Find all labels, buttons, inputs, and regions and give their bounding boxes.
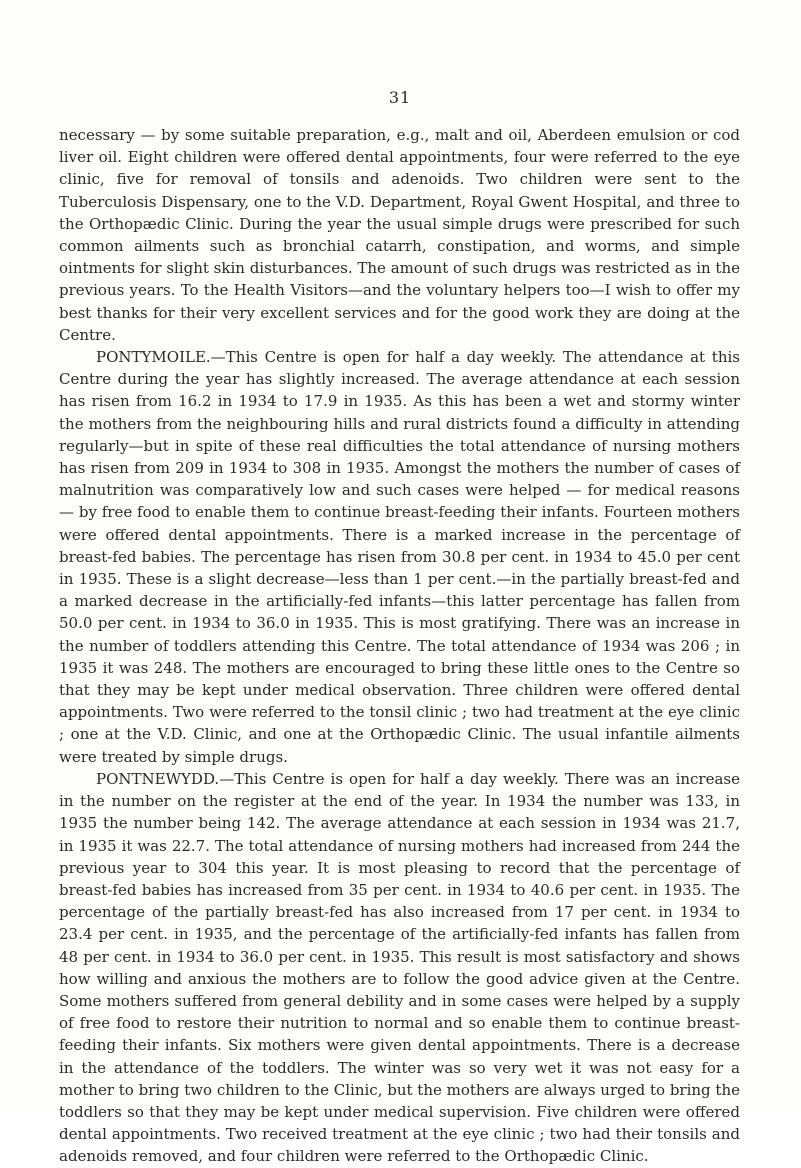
page-number: 31: [388, 88, 412, 107]
paragraph-pontymoile: PONTYMOILE.—This Centre is open for half a day weekly. The attendance at this Centre during the year has slightly increased. The average attendance at each session has risen from 16.2 in 1934 to 17.9 in 1935. As this has been a wet and stormy winter the mothers from the neighbouring hills and rural districts found a difficulty in attending regularly—but in spite of these real difficulties the total attendance of nursing mothers has risen from 209 in 1934 to 308 in 1935. Amongst the mothers the number of cases of malnutrition was comparatively low and such cases were helped — for medical reasons — by free food to enable them to continue breast-feeding their infants. Fourteen mothers were offered dental appointments. There is a marked increase in the percentage of breast-fed babies. The percentage has risen from 30.8 per cent. in 1934 to 45.0 per cent in 1935. These is a slight decrease—less than 1 per cent.—in the partially breast-fed and a marked decrease in the artificially-fed infants—this latter percentage has fallen from 50.0 per cent. in 1934 to 36.0 in 1935. This is most gratifying. There was an increase in the number of toddlers attending this Centre. The total attendance of 1934 was 206 ; in 1935 it was 248. The mothers are encouraged to bring these little ones to the Centre so that they may be kept under medical observation. Three children were offered dental appointments. Two were referred to the tonsil clinic ; two had treatment at the eye clinic ; one at the V.D. Clinic, and one at the Orthopædic Clinic. The usual infantile ailments were treated by simple drugs.: [59, 348, 740, 766]
paragraph-continuation: necessary — by some suitable preparation, e.g., malt and oil, Aberdeen emulsion or cod liver oil. Eight children were offered dental appointments, four were referred to the eye clinic, five for removal of tonsils and adenoids. Two children were sent to the Tuberculosis Dispensary, one to the V.D. Department, Royal Gwent Hospital, and three to the Orthopædic Clinic. During the year the usual simple drugs were prescribed for such common ailments such as bronchial catarrh, constipation, and worms, and simple ointments for slight skin disturbances. The amount of such drugs was restricted as in the previous years. To the Health Visitors—and the voluntary helpers too—I wish to offer my best thanks for their very excellent services and for the good work they are doing at the Centre.: [59, 126, 740, 344]
paragraph-pontnewydd: PONTNEWYDD.—This Centre is open for half a day weekly. There was an increase in the number on the register at the end of the year. In 1934 the number was 133, in 1935 the number being 142. The average attendance at each session in 1934 was 21.7, in 1935 it was 22.7. The total attendance of nursing mothers had increased from 244 the previous year to 304 this year. It is most pleasing to record that the percentage of breast-fed babies has increased from 35 per cent. in 1934 to 40.6 per cent. in 1935. The percentage of the partially breast-fed has also increased from 17 per cent. in 1934 to 23.4 per cent. in 1935, and the percentage of the artificially-fed infants has fallen from 48 per cent. in 1934 to 36.0 per cent. in 1935. This result is most satisfactory and shows how willing and anxious the mothers are to follow the good advice given at the Centre. Some mothers suffered from general debility and in some cases were helped by a supply of free food to restore their nutrition to normal and so enable them to continue breast-feeding their infants. Six mothers were given dental appointments. There is a decrease in the attendance of the toddlers. The winter was so very wet it was not easy for a mother to bring two children to the Clinic, but the mothers are always urged to bring the toddlers so that they may be kept under medical supervision. Five children were offered dental appointments. Two received treatment at the eye clinic ; two had their tonsils and adenoids removed, and four children were referred to the Orthopædic Clinic.: [59, 769, 740, 1166]
body-text: [59, 124, 740, 1168]
